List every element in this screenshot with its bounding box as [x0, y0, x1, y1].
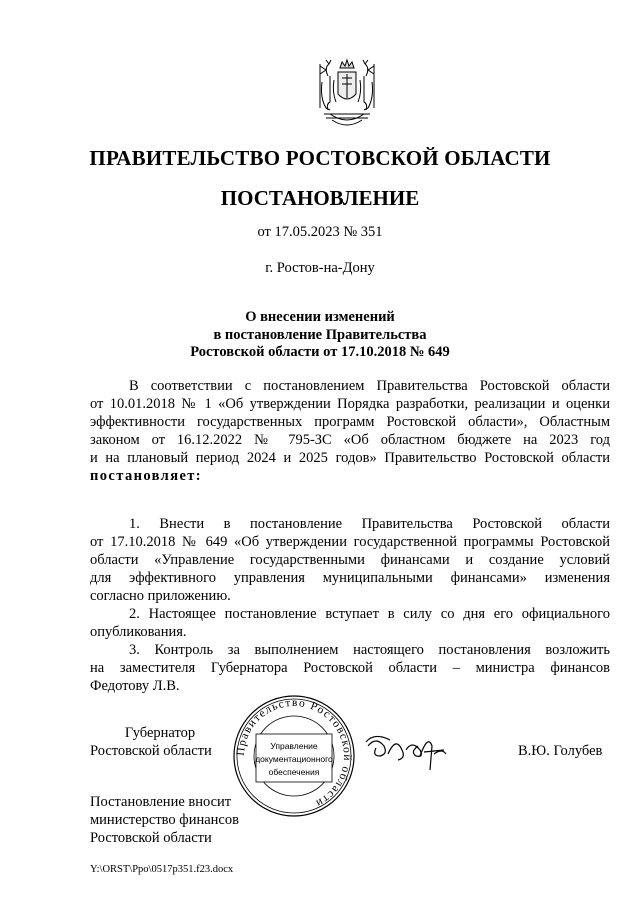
item-3-line: 3. Контроль за выполнением настоящего постановления возложить — [129, 642, 610, 658]
item-1-line: для эффективного управления муниципальными финансами» изменения — [90, 570, 610, 586]
subject-line: в постановление Правительства — [213, 326, 427, 343]
handwritten-signature — [362, 726, 462, 776]
document-date-number: от 17.05.2023 № 351 — [257, 224, 383, 240]
subject-line: Ростовской области от 17.10.2018 № 649 — [190, 344, 450, 360]
coat-of-arms-emblem — [316, 58, 378, 130]
item-1-line: согласно приложению. — [90, 588, 231, 604]
preamble-line: законом от 16.12.2022 № 795-ЗС «Об областном бюджете на 2023 год — [90, 432, 610, 448]
stamp-ring-text: Правительство Ростовской области — [234, 696, 354, 810]
item-2-line: 2. Настоящее постановление вступает в силу со дня его официального — [129, 606, 610, 622]
position-line: Губернатор — [124, 725, 196, 741]
file-path: Y:\ORST\Ppo\0517p351.f23.docx — [90, 864, 234, 875]
item-3-line: на заместителя Губернатора Ростовской области – министра финансов — [90, 660, 610, 676]
subject-line: О внесении изменений — [245, 309, 395, 325]
preamble-line: и на плановый период 2024 и 2025 годов» Правительство Ростовской области — [90, 450, 610, 466]
signer-name: В.Ю. Голубев — [518, 743, 603, 759]
preamble-paragraph — [90, 377, 610, 485]
item-1-line: от 17.10.2018 № 649 «Об утверждении государственной программы Ростовской — [90, 534, 610, 550]
preamble-line: В соответствии с постановлением Правительства Ростовской области — [129, 378, 610, 394]
preamble-line: от 10.01.2018 № 1 «Об утверждении Порядка разработки, реализации и оценки — [90, 396, 610, 412]
item-2-line: опубликования. — [90, 624, 187, 640]
position-line: Ростовской области — [90, 743, 212, 759]
decree-word: постановляет: — [90, 468, 203, 484]
document-type: ПОСТАНОВЛЕНИЕ — [220, 186, 420, 210]
item-3-line: Федотову Л.В. — [90, 678, 180, 694]
stamp-inner-line: Управление — [270, 741, 318, 751]
stamp-inner-line: обеспечения — [268, 767, 320, 777]
document-city: г. Ростов-на-Дону — [265, 260, 375, 276]
preamble-line: эффективности государственных программ Ростовской области», Областным — [90, 414, 610, 430]
item-1-line: 1. Внести в постановление Правительства Ростовской области — [129, 516, 610, 532]
decree-items — [90, 515, 610, 695]
stamp-inner-line: документационного — [255, 754, 333, 764]
official-stamp — [232, 694, 356, 818]
submitted-by-line: Постановление вносит — [90, 794, 232, 810]
item-1-line: области «Управление государственными финансами и создание условий — [90, 552, 610, 568]
submitted-by-line: министерство финансов — [90, 812, 239, 828]
organization-title: ПРАВИТЕЛЬСТВО РОСТОВСКОЙ ОБЛАСТИ — [89, 146, 551, 170]
submitted-by-block — [90, 793, 239, 847]
document-subject — [0, 309, 640, 362]
signer-position — [90, 724, 230, 760]
submitted-by-line: Ростовской области — [90, 830, 212, 846]
